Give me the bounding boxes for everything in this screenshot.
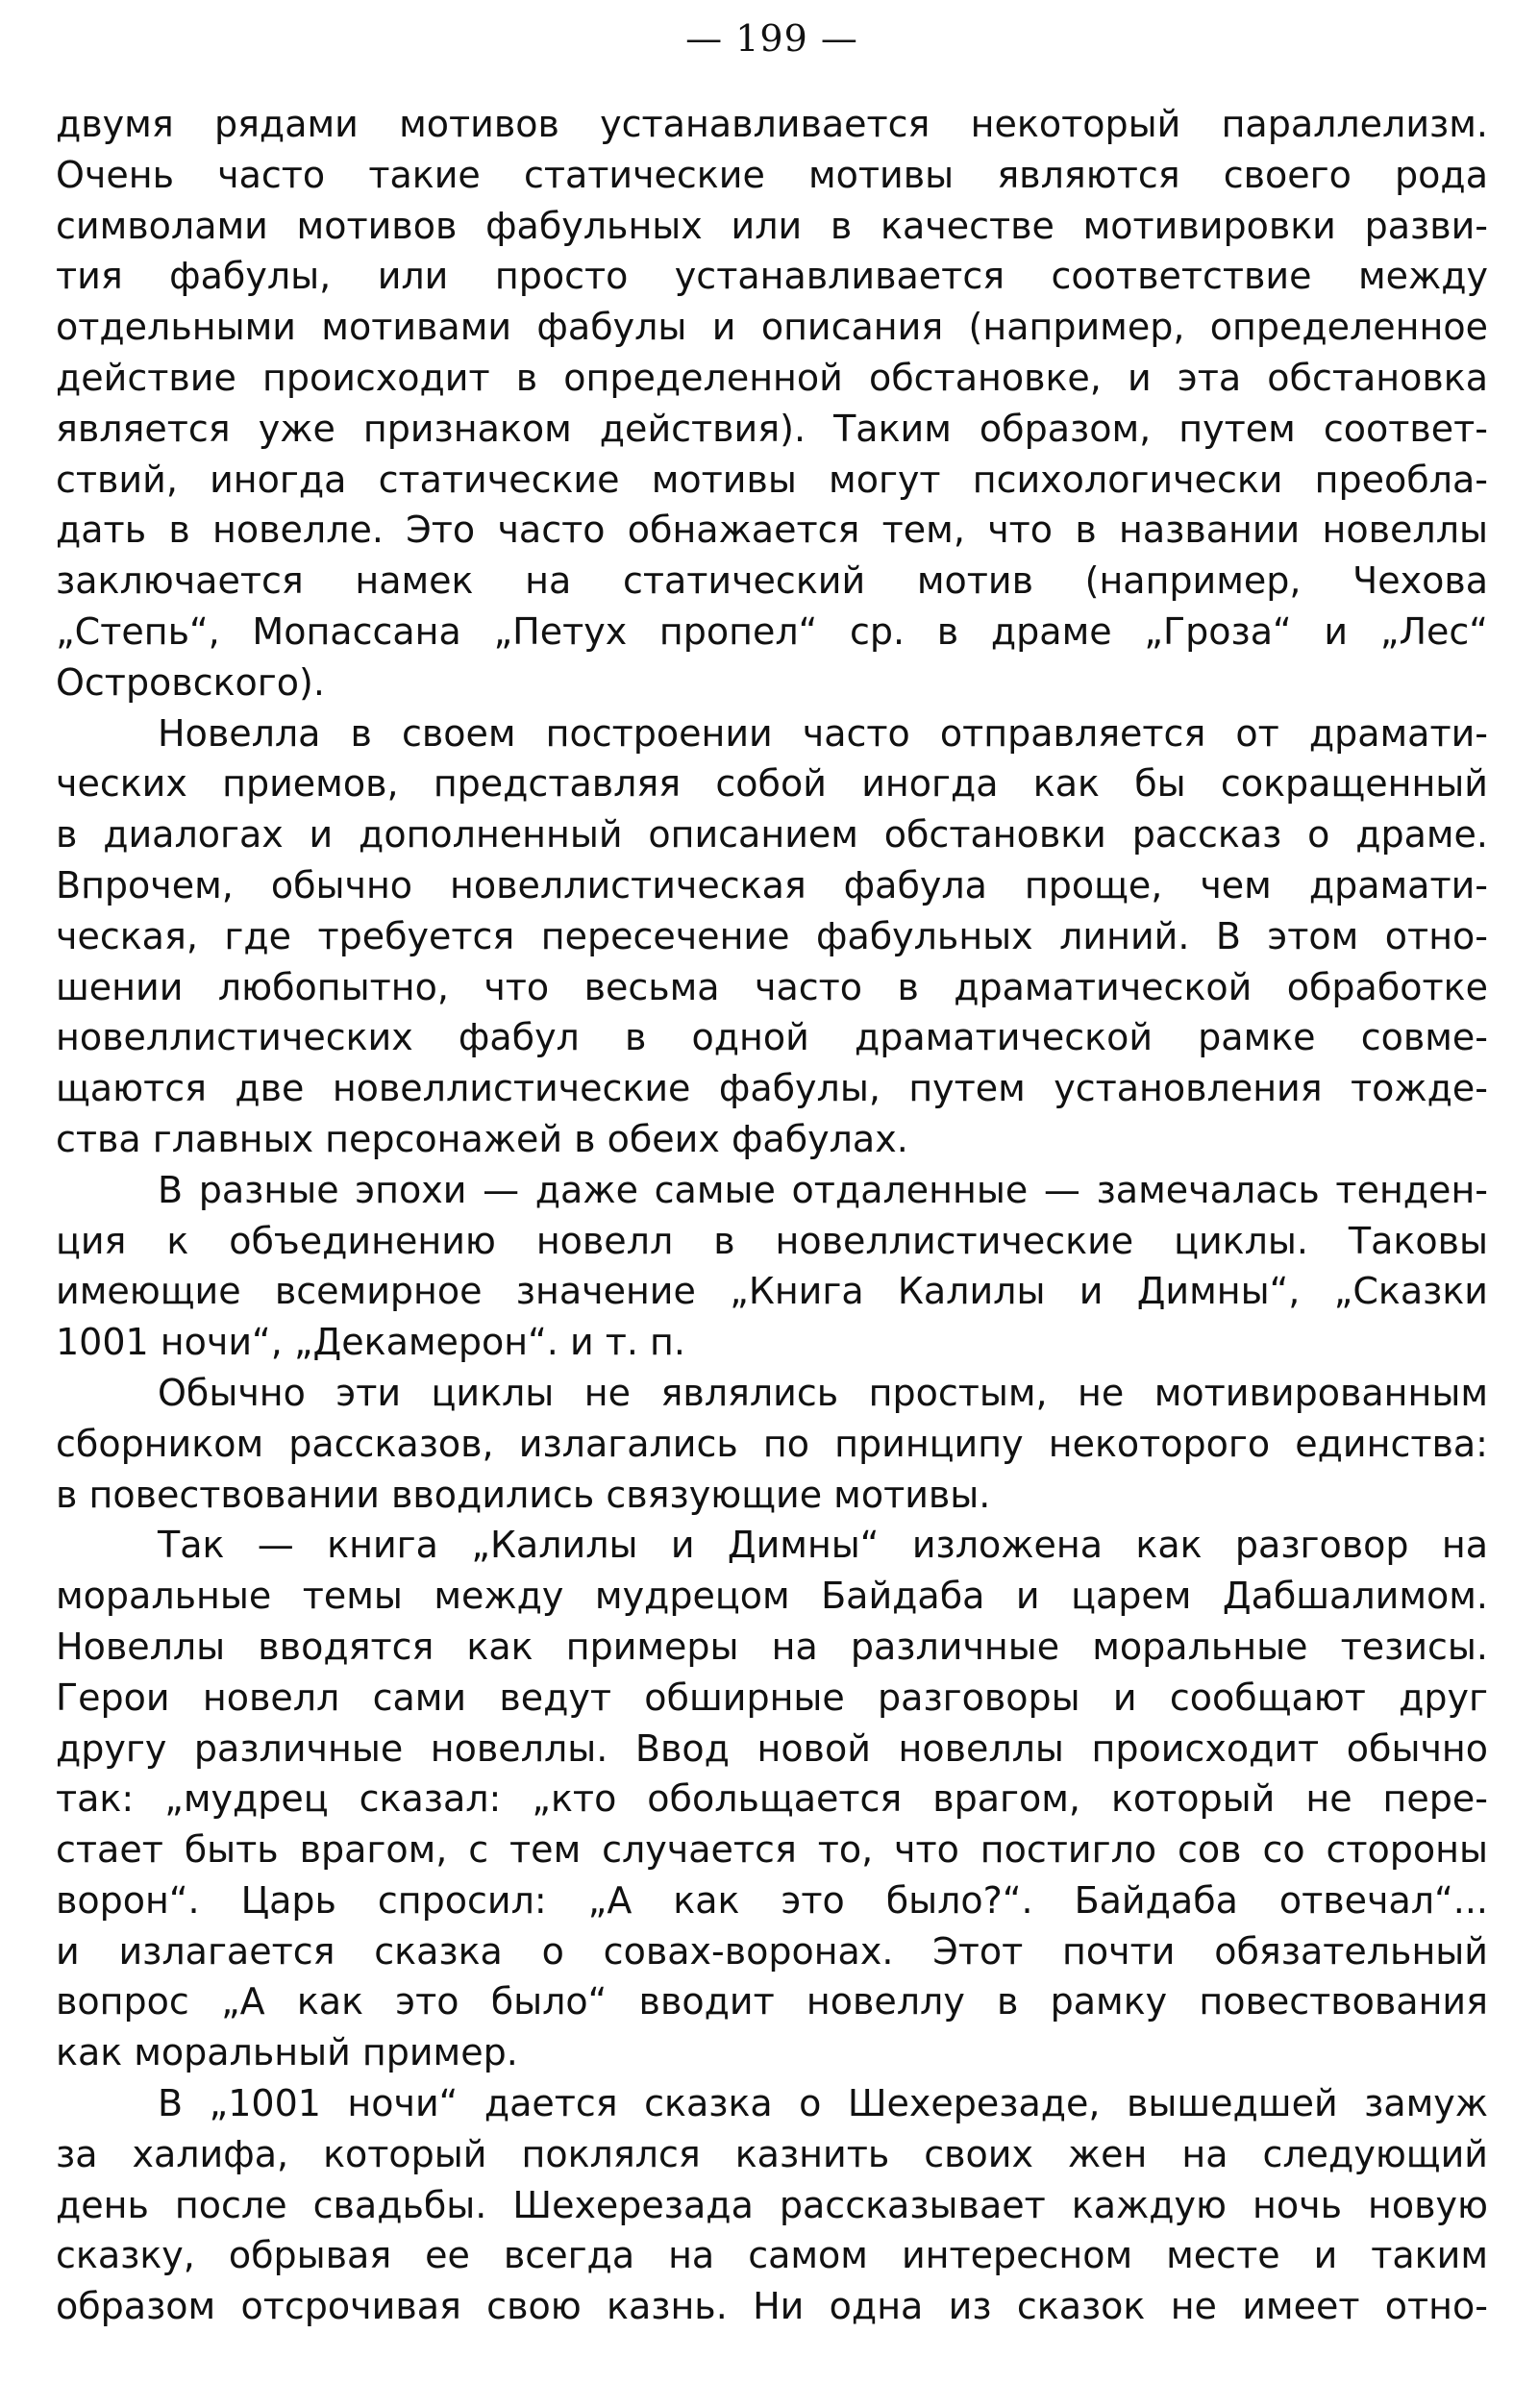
text-line: Впрочем, обычно новеллистическая фабула проще, чем драмати-	[56, 863, 1488, 906]
text-line: Новелла в своем построении часто отправляется от драмати-	[158, 711, 1488, 755]
text-line: как моральный пример.	[56, 2031, 518, 2074]
text-line: образом отсрочивая свою казнь. Ни одна из сказок не имеет отно-	[56, 2285, 1488, 2328]
text-line: ворон“. Царь спросил: „А как это было?“. Байдаба отвечал“...	[56, 1878, 1488, 1922]
text-line: новеллистических фабул в одной драматической рамке совме-	[56, 1016, 1488, 1059]
text-line: является уже признаком действия). Таким образом, путем соответ-	[56, 407, 1488, 450]
text-line: в повествовании вводились связующие мотивы.	[56, 1473, 991, 1516]
text-line: стает быть врагом, с тем случается то, что постигло сов со стороны	[56, 1828, 1488, 1872]
text-line: заключается намек на статический мотив (например, Чехова	[56, 559, 1488, 603]
text-line: сказку, обрывая ее всегда на самом интересном месте и таким	[56, 2234, 1488, 2277]
text-line: ческая, где требуется пересечение фабульных линий. В этом отно-	[56, 914, 1488, 957]
text-line: моральные темы между мудрецом Байдаба и царем Дабшалимом.	[56, 1575, 1488, 1618]
text-line: имеющие всемирное значение „Книга Калилы и Димны“, „Сказки	[56, 1270, 1488, 1313]
text-line: дать в новелле. Это часто обнажается тем, что в названии новеллы	[56, 509, 1488, 552]
book-page	[56, 0, 1488, 2408]
text-line: двумя рядами мотивов устанавливается некоторый параллелизм.	[56, 103, 1488, 145]
body-text	[56, 99, 1488, 2332]
text-line: отдельными мотивами фабулы и описания (например, определенное	[56, 306, 1488, 349]
text-line: Новеллы вводятся как примеры на различные моральные тезисы.	[56, 1625, 1488, 1668]
text-line: за халифа, который поклялся казнить своих жен на следующий	[56, 2132, 1488, 2175]
text-line: Островского).	[56, 660, 325, 704]
text-line: Так — книга „Калилы и Димны“ изложена как разговор на	[158, 1524, 1488, 1567]
text-line: 1001 ночи“, „Декамерон“. и т. п.	[56, 1321, 685, 1364]
text-line: В разные эпохи — даже самые отдаленные — замечалась тенден-	[158, 1168, 1488, 1211]
text-line: ческих приемов, представляя собой иногда как бы сокращенный	[56, 762, 1488, 806]
text-line: ция к объединению новелл в новеллистические циклы. Таковы	[56, 1219, 1488, 1262]
text-line: другу различные новеллы. Ввод новой новеллы происходит обычно	[56, 1726, 1488, 1770]
text-line: ствий, иногда статические мотивы могут психологически преобла-	[56, 458, 1488, 501]
text-line: день после свадьбы. Шехерезада рассказывает каждую ночь новую	[56, 2183, 1488, 2226]
text-line: В „1001 ночи“ дается сказка о Шехерезаде, вышедшей замуж	[158, 2082, 1488, 2125]
text-line: в диалогах и дополненный описанием обстановки рассказ о драме.	[56, 813, 1488, 856]
page-number: — 199 —	[685, 17, 858, 60]
text-line: так: „мудрец сказал: „кто обольщается врагом, который не пере-	[56, 1777, 1488, 1821]
text-line: действие происходит в определенной обстановке, и эта обстановка	[56, 356, 1488, 399]
text-line: „Степь“, Мопассана „Петух пропел“ ср. в драме „Гроза“ и „Лес“	[56, 609, 1488, 653]
text-line: Обычно эти циклы не являлись простым, не мотивированным	[158, 1371, 1488, 1414]
text-line: сборником рассказов, излагались по принципу некоторого единства:	[56, 1422, 1488, 1465]
text-line: Очень часто такие статические мотивы являются своего рода	[56, 153, 1488, 196]
text-line: вопрос „А как это было“ вводит новеллу в рамку повествования	[56, 1980, 1488, 2023]
text-line: ства главных персонажей в обеих фабулах.	[56, 1117, 908, 1160]
text-line: и излагается сказка о совах-воронах. Этот почти обязательный	[56, 1929, 1488, 1973]
text-line: шении любопытно, что весьма часто в драматической обработке	[56, 965, 1488, 1008]
text-line: тия фабулы, или просто устанавливается соответствие между	[56, 255, 1488, 298]
text-line: Герои новелл сами ведут обширные разговоры и сообщают друг	[56, 1676, 1488, 1719]
text-line: щаются две новеллистические фабулы, путем установления тожде-	[56, 1067, 1488, 1110]
text-line: символами мотивов фабульных или в качестве мотивировки разви-	[56, 204, 1488, 247]
